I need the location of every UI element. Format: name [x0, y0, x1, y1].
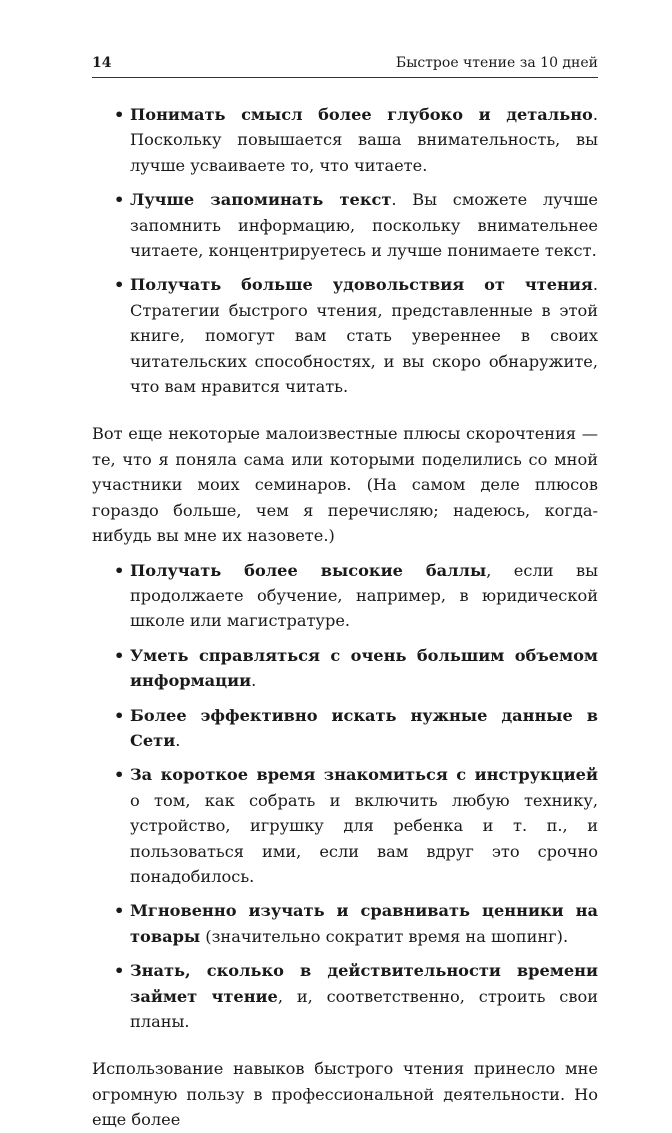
list-item: • Знать, сколько в действительности времени займет чтение, и, соответственно, строить свои планы. [92, 958, 598, 1034]
list-item: • Получать более высокие баллы, если вы продолжаете обучение, например, в юридической школе или магистратуре. [92, 558, 598, 634]
list-item: • Мгновенно изучать и сравнивать ценники на товары (значительно сократит время на шопинг). [92, 898, 598, 949]
page-body [92, 95, 598, 1133]
benefits-list-secondary [92, 558, 598, 1035]
list-item: • Получать больше удовольствия от чтения. Стратегии быстрого чтения, представленные в этой книге, помогут вам стать увереннее в своих читательских способностях, и вы скоро обнаружите, что вам нравится читать. [92, 272, 598, 399]
list-item: • За короткое время знакомиться с инструкцией о том, как собрать и включить любую технику, устройство, игрушку для ребенка и т. п., и пользоваться ими, если вам вдруг это срочно понадобилось. [92, 762, 598, 889]
bullet-icon: • [114, 645, 125, 665]
bullet-icon: • [114, 901, 125, 921]
list-item: • Уметь справляться с очень большим объемом информации. [92, 643, 598, 694]
list-item: • Более эффективно искать нужные данные в Сети. [92, 703, 598, 754]
bullet-icon: • [114, 275, 125, 295]
bullet-icon: • [114, 705, 125, 725]
bullet-icon: • [114, 105, 125, 124]
list-item: • Понимать смысл более глубоко и детально. Поскольку повышается ваша внимательность, вы лучше усваиваете то, что читаете. [92, 102, 598, 178]
page-number: 14 [92, 55, 112, 71]
bullet-icon: • [114, 190, 125, 210]
list-item: • Лучше запоминать текст. Вы сможете лучше запомнить информацию, поскольку внимательнее читаете, концентрируетесь и лучше понимаете текст. [92, 187, 598, 263]
running-header [92, 55, 598, 78]
bullet-icon: • [114, 961, 125, 981]
paragraph: Вот еще некоторые малоизвестные плюсы скорочтения — те, что я поняла сама или которыми поделились со мной участники моих семинаров. (На самом деле плюсов гораздо больше, чем я перечисляю; надеюсь, когда-нибудь вы мне их назовете.) [92, 424, 598, 546]
benefits-list-primary [92, 102, 598, 399]
paragraph: Использование навыков быстрого чтения принесло мне огромную пользу в профессиональной деятельности. Но еще более [92, 1059, 598, 1130]
running-title: Быстрое чтение за 10 дней [395, 55, 598, 71]
bullet-icon: • [114, 765, 125, 785]
bullet-icon: • [114, 560, 125, 580]
